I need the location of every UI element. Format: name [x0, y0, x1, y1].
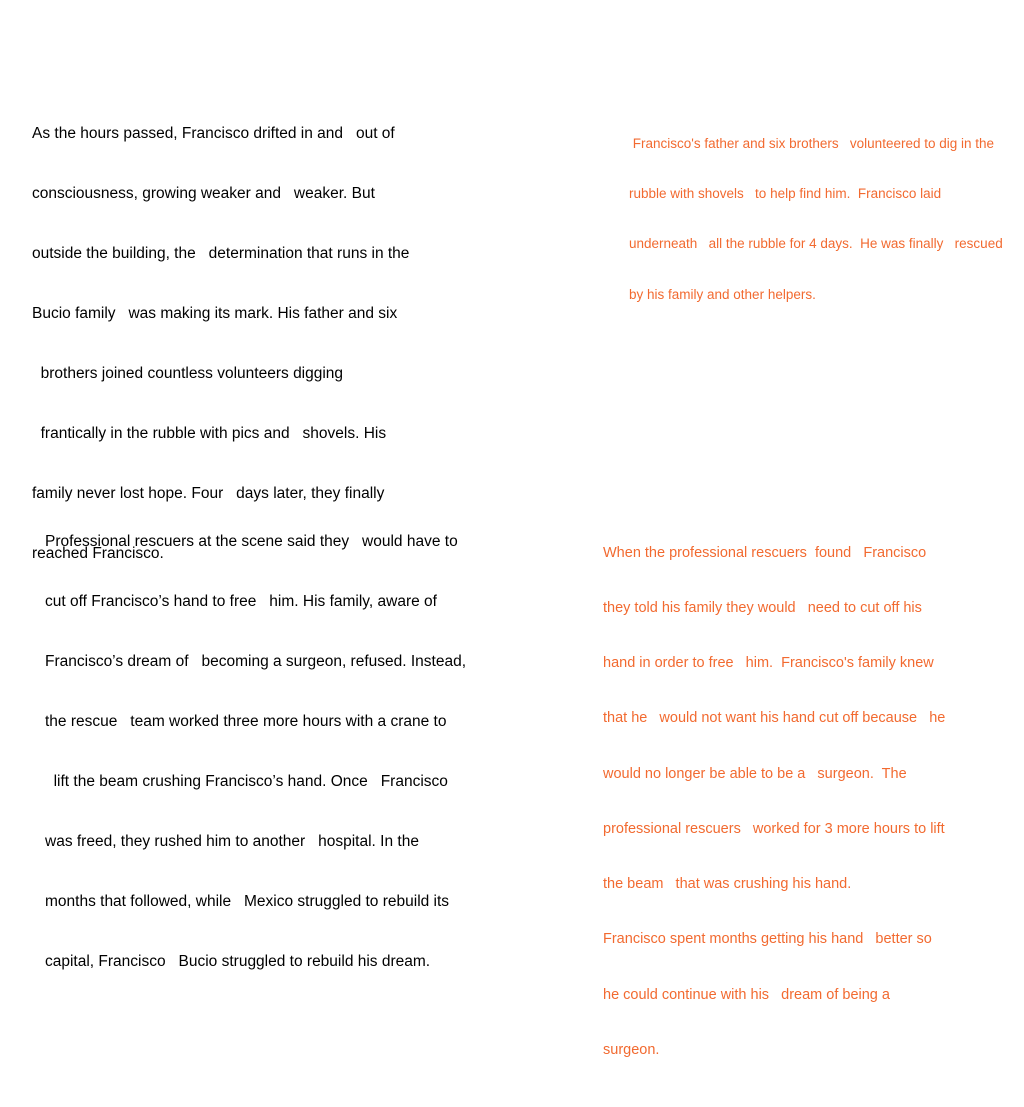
passage-1-line: As the hours passed, Francisco drifted in and out of [32, 125, 395, 142]
passage-2-line: the rescue team worked three more hours with a crane to [45, 713, 447, 730]
passage-1-line: reached Francisco. [32, 545, 164, 562]
passage-2-line: was freed, they rushed him to another hospital. In the [45, 833, 419, 850]
passage-1-line: outside the building, the determination that runs in the [32, 245, 410, 262]
summary-2-line: professional rescuers worked for 3 more hours to lift [603, 820, 945, 837]
passage-2 [45, 492, 466, 992]
summary-1-line: by his family and other helpers. [629, 286, 816, 302]
summary-2 [603, 507, 945, 1078]
passage-2-line: Francisco’s dream of becoming a surgeon, refused. Instead, [45, 653, 467, 670]
passage-2-line: capital, Francisco Bucio struggled to rebuild his dream. [45, 953, 431, 970]
passage-2-line: cut off Francisco’s hand to free him. His family, aware of [45, 593, 437, 610]
passage-2-line: Professional rescuers at the scene said they would have to [45, 533, 458, 550]
summary-2-line: that he would not want his hand cut off because he [603, 710, 946, 727]
summary-1-line: rubble with shovels to help find him. Francisco laid [629, 185, 942, 201]
summary-1 [629, 102, 1003, 320]
summary-2-line: hand in order to free him. Francisco's family knew [603, 655, 934, 672]
summary-2-line: Francisco spent months getting his hand better so [603, 931, 932, 948]
summary-2-line: he could continue with his dream of being a [603, 986, 890, 1003]
summary-1-line: underneath all the rubble for 4 days. He was finally rescued [629, 236, 1003, 252]
passage-2-line: lift the beam crushing Francisco’s hand. Once Francisco [45, 773, 448, 790]
summary-1-line: Francisco's father and six brothers volunteered to dig in the [629, 135, 995, 151]
passage-1-line: family never lost hope. Four days later, they finally [32, 485, 385, 502]
summary-2-line: surgeon. [603, 1041, 660, 1058]
summary-2-line: would no longer be able to be a surgeon. The [603, 765, 907, 782]
passage-1-line: frantically in the rubble with pics and shovels. His [32, 425, 387, 442]
summary-2-line: the beam that was crushing his hand. [603, 876, 852, 893]
summary-2-line: they told his family they would need to cut off his [603, 600, 922, 617]
summary-2-line: When the professional rescuers found Francisco [603, 544, 927, 561]
passage-1-line: Bucio family was making its mark. His father and six [32, 305, 398, 322]
passage-1-line: consciousness, growing weaker and weaker. But [32, 185, 375, 202]
passage-1-line: brothers joined countless volunteers digging [32, 365, 344, 382]
passage-2-line: months that followed, while Mexico struggled to rebuild its [45, 893, 450, 910]
